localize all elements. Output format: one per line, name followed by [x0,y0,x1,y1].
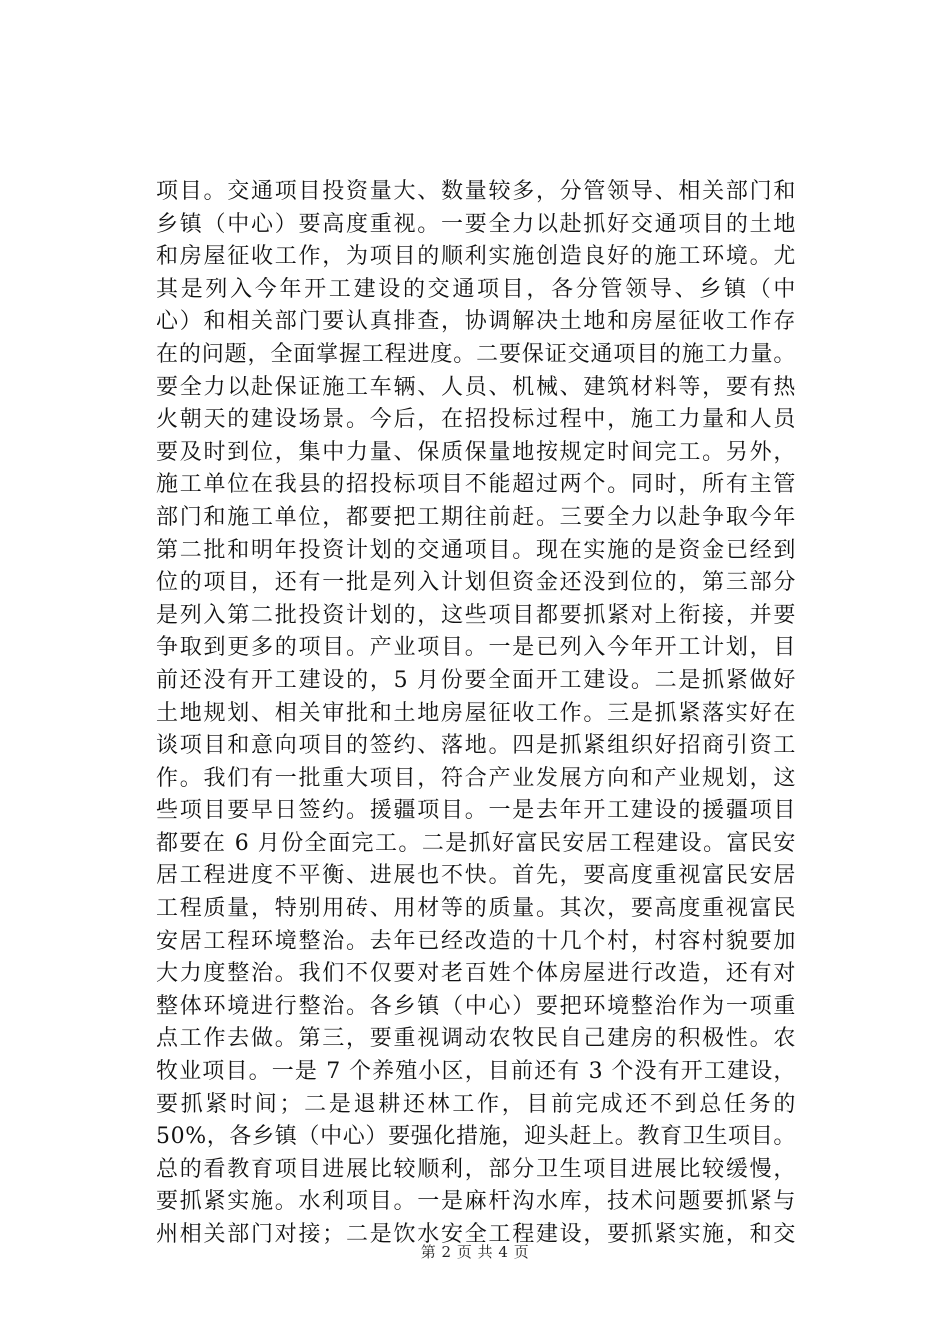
text-line: 其是列入今年开工建设的交通项目，各分管领导、乡镇（中 [156,276,796,302]
text-line: 工程质量，特别用砖、用材等的质量。其次，要高度重视富民 [156,896,796,922]
text-line: 整体环境进行整治。各乡镇（中心）要把环境整治作为一项重 [156,993,796,1019]
page-footer: 第 2 页 共 4 页 [420,1243,530,1261]
text-line: 居工程进度不平衡、进展也不快。首先，要高度重视富民安居 [156,863,796,889]
text-line: 大力度整治。我们不仅要对老百姓个体房屋进行改造，还有对 [156,961,796,987]
text-line: 项目。交通项目投资量大、数量较多，分管领导、相关部门和 [156,179,796,204]
text-line: 要及时到位，集中力量、保质保量地按规定时间完工。另外， [156,439,796,465]
text-line: 要抓紧实施。水利项目。一是麻杆沟水库，技术问题要抓紧与 [156,1189,796,1215]
text-line: 是列入第二批投资计划的，这些项目都要抓紧对上衔接，并要 [156,602,796,628]
text-line: 谈项目和意向项目的签约、落地。四是抓紧组织好招商引资工 [156,733,796,759]
text-line: 安居工程环境整治。去年已经改造的十几个村，村容村貌要加 [156,928,796,954]
text-line: 要全力以赴保证施工车辆、人员、机械、建筑材料等，要有热 [156,374,796,400]
text-line: 部门和施工单位，都要把工期往前赶。三要全力以赴争取今年 [156,504,796,530]
text-line: 位的项目，还有一批是列入计划但资金还没到位的，第三部分 [156,570,796,596]
text-line: 和房屋征收工作，为项目的顺利实施创造良好的施工环境。尤 [156,244,796,270]
body-text [156,176,796,1252]
text-line: 争取到更多的项目。产业项目。一是已列入今年开工计划，目 [156,635,796,661]
text-line: 点工作去做。第三，要重视调动农牧民自己建房的积极性。农 [156,1026,796,1052]
text-line: 第二批和明年投资计划的交通项目。现在实施的是资金已经到 [156,537,796,563]
text-line: 火朝天的建设场景。今后，在招投标过程中，施工力量和人员 [156,407,796,433]
text-line: 些项目要早日签约。援疆项目。一是去年开工建设的援疆项目 [156,798,796,824]
text-line: 总的看教育项目进展比较顺利，部分卫生项目进展比较缓慢， [156,1156,796,1182]
text-line: 土地规划、相关审批和土地房屋征收工作。三是抓紧落实好在 [156,700,796,726]
text-line: 要抓紧时间；二是退耕还林工作，目前完成还不到总任务的 [156,1091,796,1117]
text-line: 心）和相关部门要认真排查，协调解决土地和房屋征收工作存 [156,309,796,335]
text-line: 作。我们有一批重大项目，符合产业发展方向和产业规划，这 [156,765,796,791]
text-line: 施工单位在我县的招投标项目不能超过两个。同时，所有主管 [156,472,796,498]
text-line: 州相关部门对接；二是饮水安全工程建设，要抓紧实施，和交 [156,1222,796,1247]
text-line: 在的问题，全面掌握工程进度。二要保证交通项目的施工力量。 [156,341,796,367]
text-line: 乡镇（中心）要高度重视。一要全力以赴抓好交通项目的土地 [156,211,796,237]
text-line: 都要在 6 月份全面完工。二是抓好富民安居工程建设。富民安 [156,830,796,856]
text-line: 牧业项目。一是 7 个养殖小区，目前还有 3 个没有开工建设， [156,1059,796,1085]
text-line: 前还没有开工建设的，5 月份要全面开工建设。二是抓紧做好 [156,667,796,693]
text-line: 50%，各乡镇（中心）要强化措施，迎头赶上。教育卫生项目。 [156,1124,796,1150]
